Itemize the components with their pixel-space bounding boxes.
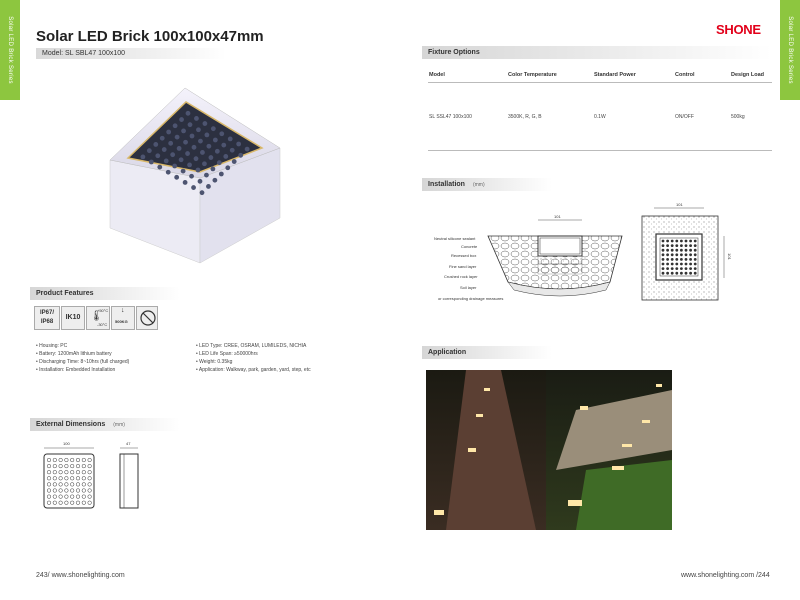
section-application — [422, 346, 552, 359]
no-tools-badge — [136, 306, 158, 330]
unit-label: (mm) — [472, 182, 485, 188]
temp-low: -30°C — [97, 322, 108, 327]
section-product-features — [30, 287, 180, 300]
section-external-dimensions — [30, 418, 180, 431]
table-cell: 0.1W — [594, 114, 606, 120]
side-tab-label: Solar LED Brick Series — [787, 16, 793, 84]
footer-left: 243/ www.shonelighting.com — [36, 572, 125, 579]
arrow-down-icon: ↓ — [121, 307, 125, 314]
application-photo — [426, 370, 672, 530]
dim-height: 47 — [126, 441, 131, 446]
column-header: Design Load — [731, 72, 765, 78]
install-label: Fine sand layer — [449, 264, 477, 269]
section-title: External Dimensions — [36, 421, 106, 428]
section-title: Product Features — [36, 290, 94, 297]
table-divider — [428, 150, 772, 151]
section-title: Installation — [428, 181, 465, 188]
product-image — [100, 78, 290, 268]
model-label: Model: SL SBL47 100x100 — [36, 48, 226, 59]
side-tab-label: Solar LED Brick Series — [7, 16, 13, 84]
footer-right: www.shonelighting.com /244 — [681, 572, 770, 579]
side-tab-right — [780, 0, 800, 100]
install-label: Crushed rock layer — [444, 274, 478, 279]
page-title: Solar LED Brick 100x100x47mm — [36, 28, 264, 45]
section-fixture-options — [422, 46, 772, 59]
table-cell: ON/OFF — [675, 114, 694, 120]
install-label: Neutral silicone sealant — [434, 236, 476, 241]
dim-top: 101 — [676, 202, 683, 207]
ik-rating-badge: IK10 — [61, 306, 85, 330]
installation-section-drawing — [480, 218, 630, 300]
feature-item: • Weight: 0.35kg — [196, 359, 232, 365]
feature-item: • Battery: 1200mAh lithium battery — [36, 351, 112, 357]
section-title: Fixture Options — [428, 49, 480, 56]
ip-rating-badge: IP67/ IP68 — [34, 306, 60, 330]
column-header: Color Temperature — [508, 72, 557, 78]
column-header: Model — [429, 72, 445, 78]
brand-logo: SHONE — [716, 22, 761, 37]
unit-label: (mm) — [113, 422, 125, 428]
no-tools-icon — [139, 309, 157, 327]
feature-item: • LED Life Span: ≥50000hrs — [196, 351, 258, 357]
feature-item: • LED Type: CREE, OSRAM, LUMILEDS, NICHIA — [196, 343, 306, 349]
table-cell: 500kg — [731, 114, 745, 120]
install-label: or corresponding drainage measures — [438, 296, 504, 301]
thermometer-icon: 🌡 — [90, 311, 103, 322]
feature-item: • Installation: Embedded Installation — [36, 367, 115, 373]
column-header: Standard Power — [594, 72, 636, 78]
column-header: Control — [675, 72, 695, 78]
table-cell: 3500K, R, G, B — [508, 114, 542, 120]
side-tab-left — [0, 0, 20, 100]
temperature-range-badge — [86, 306, 110, 330]
dimension-drawing — [40, 446, 150, 512]
dim-side: 101 — [726, 253, 732, 260]
install-label: Recessed box — [451, 253, 477, 258]
load-badge — [111, 306, 135, 330]
install-label: Concrete — [461, 244, 478, 249]
section-title: Application — [428, 349, 467, 356]
section-installation — [422, 178, 552, 191]
temp-high: +50°C — [97, 308, 109, 313]
dim-top: 101 — [554, 214, 561, 219]
table-divider — [428, 82, 772, 83]
installation-plan-drawing — [638, 206, 738, 302]
feature-item: • Application: Walkway, park, garden, yard, step, etc — [196, 367, 311, 373]
table-cell: SL SSL47 100x100 — [429, 114, 472, 120]
dim-width: 100 — [63, 441, 70, 446]
feature-item: • Discharging Time: 8~10hrs (full charged) — [36, 359, 129, 365]
feature-item: • Housing: PC — [36, 343, 67, 349]
load-value: 500KG — [115, 319, 128, 324]
install-label: Soil layer — [460, 285, 477, 290]
